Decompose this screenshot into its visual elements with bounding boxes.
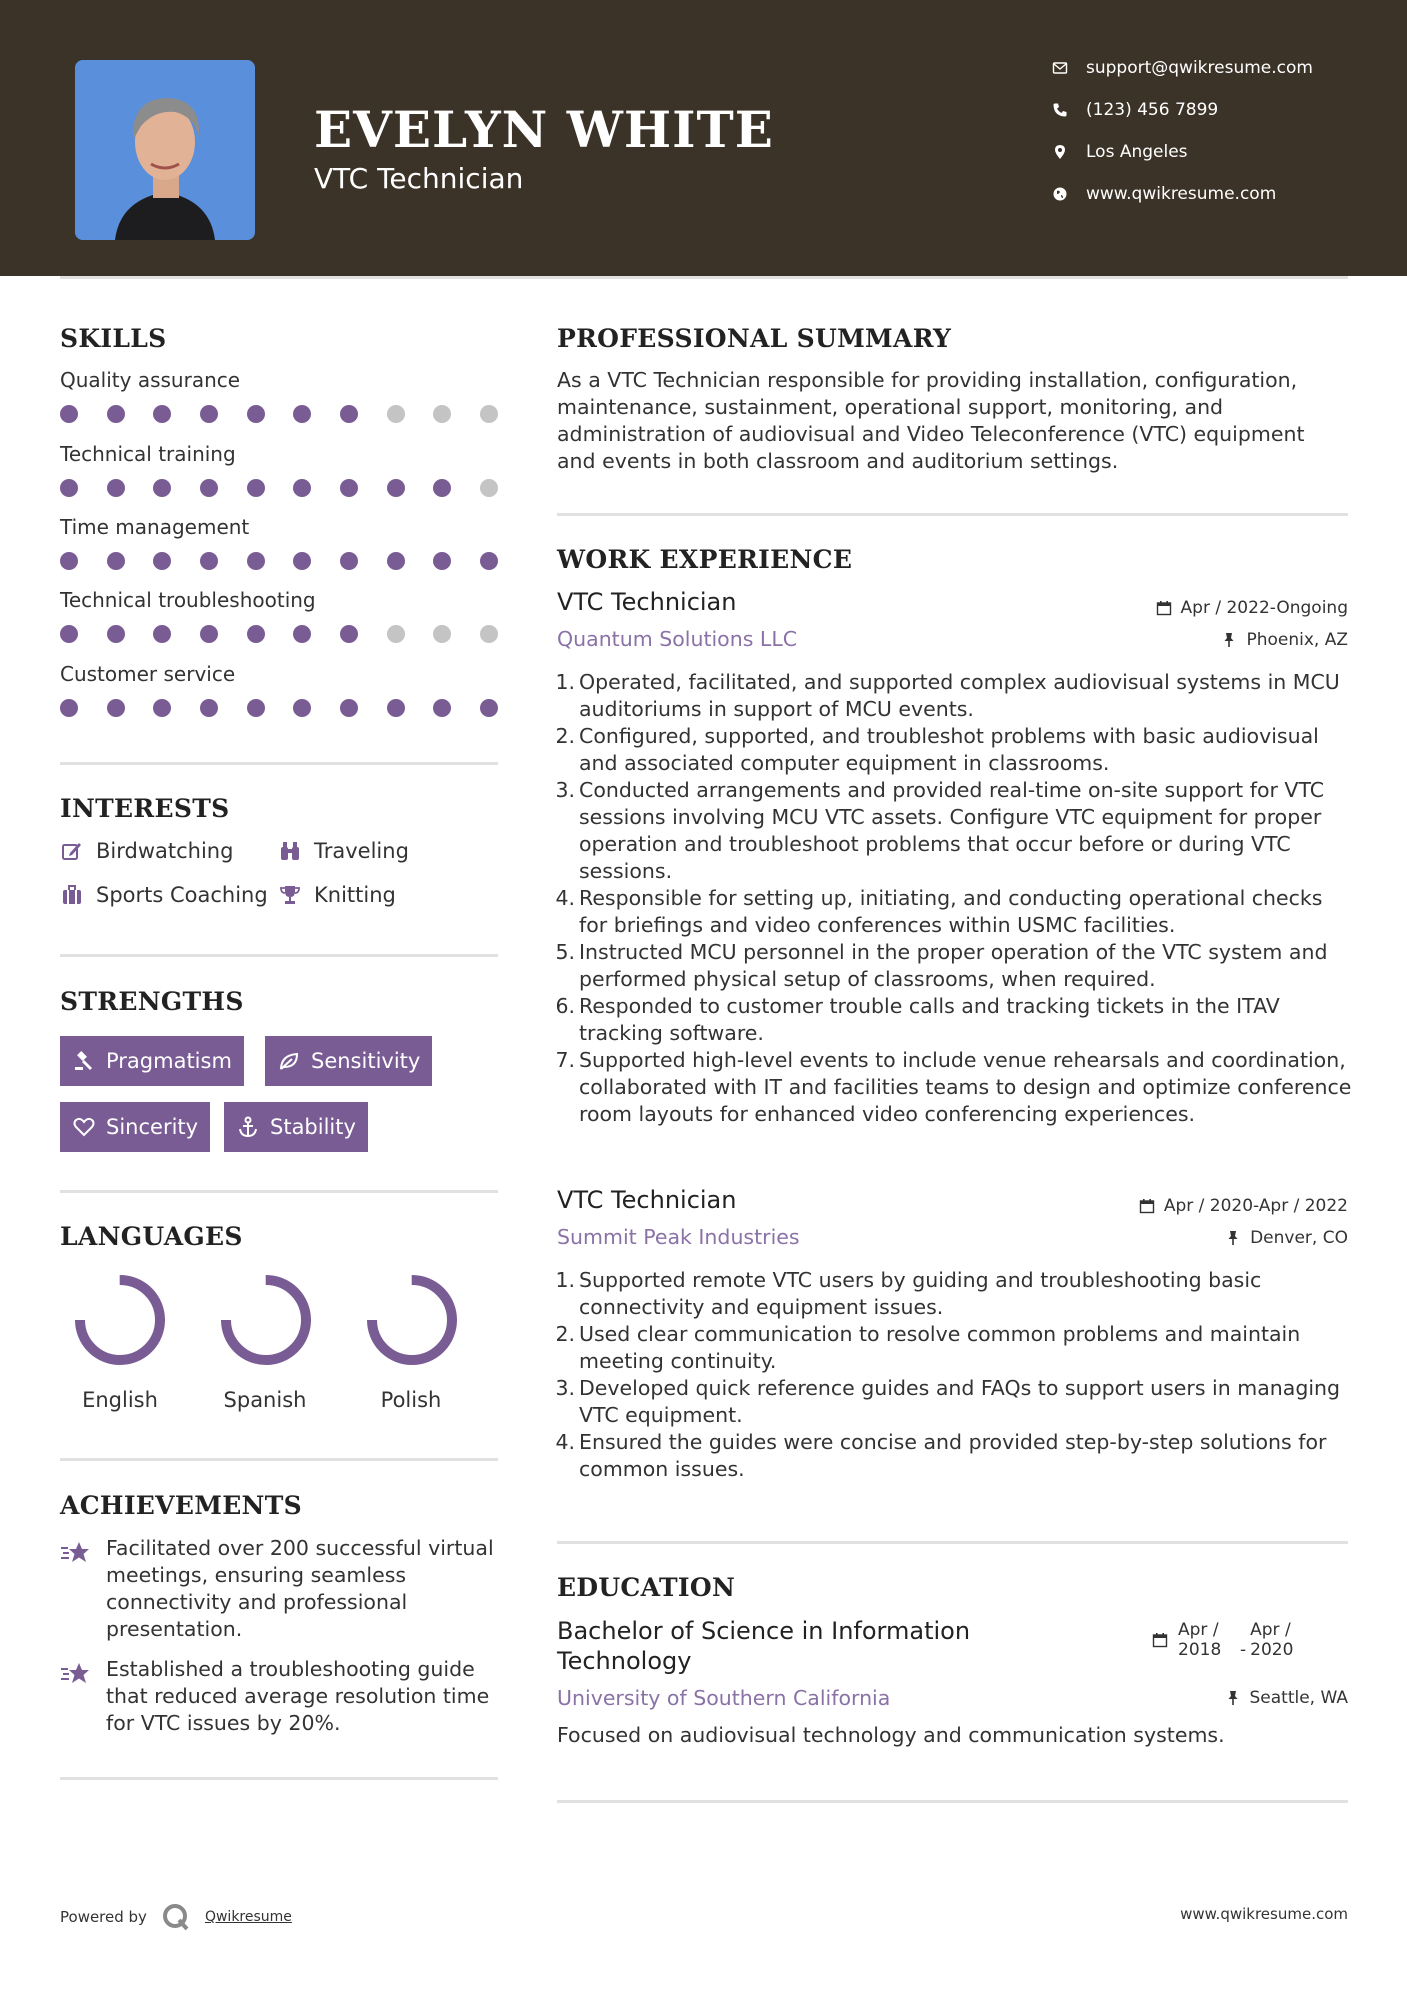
rating-dot-filled [60,625,78,643]
pushpin-icon [1224,1229,1242,1247]
bullet-text: Configured, supported, and troubleshot problems with basic audiovisual and associated computer equipment in classrooms. [579,724,1319,775]
skill-rating [60,479,498,497]
rating-dot-filled [247,625,265,643]
education-description: Focused on audiovisual technology and communication systems. [557,1723,1225,1747]
job-bullet [553,1375,1353,1429]
rating-dot-filled [293,625,311,643]
rating-dot-filled [247,699,265,717]
rating-dot-filled [387,699,405,717]
calendar-icon [1155,599,1173,617]
company-name: Summit Peak Industries [557,1225,800,1249]
skill-rating [60,699,498,717]
bullet-number: 7. [555,1048,575,1072]
rating-dot-filled [433,699,451,717]
pushpin-icon [1220,631,1238,649]
achievements-heading: ACHIEVEMENTS [60,1491,302,1520]
interest-item [278,883,396,907]
contact-location-text: Los Angeles [1086,142,1188,162]
strength-badge [265,1036,432,1086]
calendar-icon [1138,1197,1156,1215]
anchor-icon [236,1115,260,1139]
heart-icon [72,1115,96,1139]
education-heading: EDUCATION [557,1573,736,1602]
section-divider [60,1777,498,1780]
summary-text: As a VTC Technician responsible for providing installation, configuration, maintenance, sustainment, operational support, monitoring, and administration of audiovisual and Video Teleconference (VTC) equipment and events in both classroom and auditorium settings. [557,368,1305,473]
rating-dot-filled [200,479,218,497]
leaf-icon [277,1049,301,1073]
map-marker-icon [1050,142,1070,162]
job-title: VTC Technician [557,1186,737,1214]
job-dates-text: Apr / 2020-Apr / 2022 [1163,1196,1348,1216]
trophy-icon [278,883,302,907]
job-bullets [553,669,1353,1128]
job-bullet [553,777,1353,885]
rating-dot-filled [480,699,498,717]
rating-dot-filled [340,552,358,570]
star-icon [60,1537,92,1569]
education-end: Apr / 2020 [1250,1620,1294,1660]
language-ring-chart [218,1272,314,1368]
job-dates [1155,598,1348,618]
contact-location [1050,142,1188,162]
rating-dot-filled [433,479,451,497]
job-bullet [553,1047,1353,1128]
language-label: Polish [380,1388,442,1412]
language-ring [357,1272,467,1372]
calendar-icon [1152,1631,1170,1649]
job-bullet [553,1267,1353,1321]
job-location-text: Denver, CO [1250,1228,1348,1248]
rating-dot-filled [153,405,171,423]
contact-phone-text: (123) 456 7899 [1086,100,1219,120]
job-dates [1138,1196,1348,1216]
rating-dot-filled [60,552,78,570]
bullet-text: Responded to customer trouble calls and tracking tickets in the ITAV tracking software. [579,994,1280,1045]
envelope-icon [1050,58,1070,78]
rating-dot-filled [200,405,218,423]
pushpin-icon [1224,1689,1242,1707]
skill-rating [60,405,498,423]
rating-dot-filled [107,699,125,717]
skill-name: Technical troubleshooting [60,588,316,612]
language-ring [65,1272,175,1372]
bullet-text: Responsible for setting up, initiating, and conducting operational checks for briefings and video conferences within USMC facilities. [579,886,1323,937]
languages-heading: LANGUAGES [60,1222,243,1251]
language-ring-chart [364,1272,460,1368]
job-bullet [553,1429,1353,1483]
contact-phone[interactable] [1050,100,1218,120]
education-start: Apr / 2018 [1178,1620,1222,1660]
education-dates [1152,1620,1300,1660]
language-level-arc [80,1280,160,1360]
section-divider [60,762,498,765]
rating-dot-filled [60,699,78,717]
rating-dot-filled [480,552,498,570]
job-bullet [553,1321,1353,1375]
skill-name: Customer service [60,662,236,686]
language-label: English [82,1388,158,1412]
interest-label: Birdwatching [96,839,234,863]
bullet-number: 5. [555,940,575,964]
job-location [1224,1228,1348,1248]
strength-label: Sensitivity [311,1049,421,1073]
profile-photo [75,60,255,240]
job-bullet [553,939,1353,993]
bullet-text: Instructed MCU personnel in the proper operation of the VTC system and performed physical setup of classrooms, when required. [579,940,1328,991]
strength-badge [60,1102,210,1152]
contact-email-text: support@qwikresume.com [1086,58,1313,78]
rating-dot-filled [340,625,358,643]
bullet-number: 3. [555,1376,575,1400]
school-name: University of Southern California [557,1686,891,1710]
rating-dot-filled [200,699,218,717]
section-divider [60,954,498,957]
phone-icon [1050,100,1070,120]
rating-dot-filled [340,479,358,497]
briefcase-icon [60,883,84,907]
rating-dot-filled [433,552,451,570]
language-level-arc [372,1280,452,1360]
education-location [1224,1688,1349,1708]
degree-title: Bachelor of Science in Information Technology [557,1617,971,1675]
rating-dot-empty [433,405,451,423]
interest-item [278,839,409,863]
rating-dot-filled [293,699,311,717]
rating-dot-filled [107,625,125,643]
resume-header [0,0,1407,276]
job-location-text: Phoenix, AZ [1246,630,1348,650]
rating-dot-filled [293,479,311,497]
skill-name: Time management [60,515,250,539]
contact-email[interactable] [1050,58,1313,78]
interest-label: Knitting [314,883,396,907]
skills-heading: SKILLS [60,324,167,353]
rating-dot-filled [340,699,358,717]
section-divider [60,1190,498,1193]
skill-rating [60,625,498,643]
achievement-text: Established a troubleshooting guide that reduced average resolution time for VTC issues by 20%. [106,1657,490,1735]
section-divider [557,513,1348,516]
rating-dot-filled [200,625,218,643]
contact-website[interactable] [1050,184,1276,204]
bullet-text: Conducted arrangements and provided real-time on-site support for VTC sessions involving MCU VTC assets. Configure VTC equipment for proper operation and troubleshoot problems that occur before or during VTC sessions. [579,778,1325,883]
candidate-name: EVELYN WHITE [314,100,774,159]
strength-badge [224,1102,368,1152]
rating-dot-filled [153,479,171,497]
rating-dot-filled [293,405,311,423]
bullet-number: 1. [555,1268,575,1292]
rating-dot-empty [480,625,498,643]
job-bullet [553,723,1353,777]
company-name: Quantum Solutions LLC [557,627,798,651]
bullet-number: 2. [555,1322,575,1346]
strength-label: Stability [270,1115,356,1139]
job-dates-text: Apr / 2022-Ongoing [1180,598,1348,618]
candidate-title: VTC Technician [314,162,524,195]
experience-heading: WORK EXPERIENCE [557,545,853,574]
bullet-text: Ensured the guides were concise and provided step-by-step solutions for common issues. [579,1430,1327,1481]
rating-dot-filled [60,405,78,423]
interests-heading: INTERESTS [60,794,230,823]
language-ring [211,1272,321,1372]
rating-dot-filled [200,552,218,570]
job-location [1220,630,1348,650]
rating-dot-filled [247,552,265,570]
globe-icon [1050,184,1070,204]
strength-label: Sincerity [106,1115,199,1139]
interest-item [60,839,233,863]
bullet-text: Developed quick reference guides and FAQs to support users in managing VTC equipment. [579,1376,1341,1427]
gavel-icon [72,1049,96,1073]
person-avatar-icon [75,60,255,240]
job-title: VTC Technician [557,588,737,616]
bullet-number: 6. [555,994,575,1018]
section-divider [557,1800,1348,1803]
star-icon [60,1658,92,1690]
language-label: Spanish [223,1388,307,1412]
strength-label: Pragmatism [106,1049,232,1073]
strengths-heading: STRENGTHS [60,987,244,1016]
powered-by [60,1902,292,1932]
skill-rating [60,552,498,570]
rating-dot-filled [293,552,311,570]
language-ring-chart [72,1272,168,1368]
date-separator: - [1240,1640,1247,1660]
pencil-square-icon [60,839,84,863]
section-divider [557,1541,1348,1544]
bullet-text: Supported high-level events to include venue rehearsals and coordination, collaborated with IT and facilities teams to design and optimize conference room layouts for enhanced video conferencing experiences. [579,1048,1352,1126]
language-level-arc [226,1280,306,1360]
job-bullets [553,1267,1353,1483]
rating-dot-filled [107,479,125,497]
footer-website[interactable]: www.qwikresume.com [1180,1905,1348,1923]
job-bullet [553,669,1353,723]
brand-link[interactable]: Qwikresume [204,1909,292,1925]
interest-label: Sports Coaching [96,883,268,907]
interest-item [60,883,268,907]
skill-name: Quality assurance [60,368,241,392]
rating-dot-empty [387,405,405,423]
rating-dot-filled [247,479,265,497]
rating-dot-filled [247,405,265,423]
contact-website-text: www.qwikresume.com [1086,184,1277,204]
rating-dot-empty [387,625,405,643]
rating-dot-filled [107,552,125,570]
bullet-text: Used clear communication to resolve common problems and maintain meeting continuity. [579,1322,1301,1373]
header-divider [60,276,1348,279]
achievement-item [60,1535,500,1643]
bullet-number: 2. [555,724,575,748]
job-bullet [553,993,1353,1047]
powered-by-text: Powered by [60,1908,147,1926]
rating-dot-filled [387,552,405,570]
bullet-text: Operated, facilitated, and supported complex audiovisual systems in MCU auditoriums in support of MCU events. [579,670,1340,721]
section-divider [60,1458,498,1461]
job-bullet [553,885,1353,939]
binoculars-icon [278,839,302,863]
strength-badge [60,1036,244,1086]
achievement-item [60,1656,500,1737]
qwikresume-logo-icon [161,1902,191,1932]
bullet-number: 1. [555,670,575,694]
rating-dot-filled [60,479,78,497]
summary-heading: PROFESSIONAL SUMMARY [557,324,952,353]
rating-dot-empty [480,405,498,423]
interest-label: Traveling [314,839,409,863]
rating-dot-filled [153,552,171,570]
bullet-text: Supported remote VTC users by guiding and troubleshooting basic connectivity and equipment issues. [579,1268,1262,1319]
skill-name: Technical training [60,442,236,466]
bullet-number: 4. [555,1430,575,1454]
bullet-number: 3. [555,778,575,802]
rating-dot-filled [107,405,125,423]
rating-dot-filled [340,405,358,423]
rating-dot-filled [387,479,405,497]
rating-dot-filled [153,699,171,717]
rating-dot-filled [153,625,171,643]
bullet-number: 4. [555,886,575,910]
rating-dot-empty [480,479,498,497]
education-location-text: Seattle, WA [1249,1688,1348,1708]
rating-dot-empty [433,625,451,643]
achievement-text: Facilitated over 200 successful virtual meetings, ensuring seamless connectivity and professional presentation. [106,1536,494,1641]
